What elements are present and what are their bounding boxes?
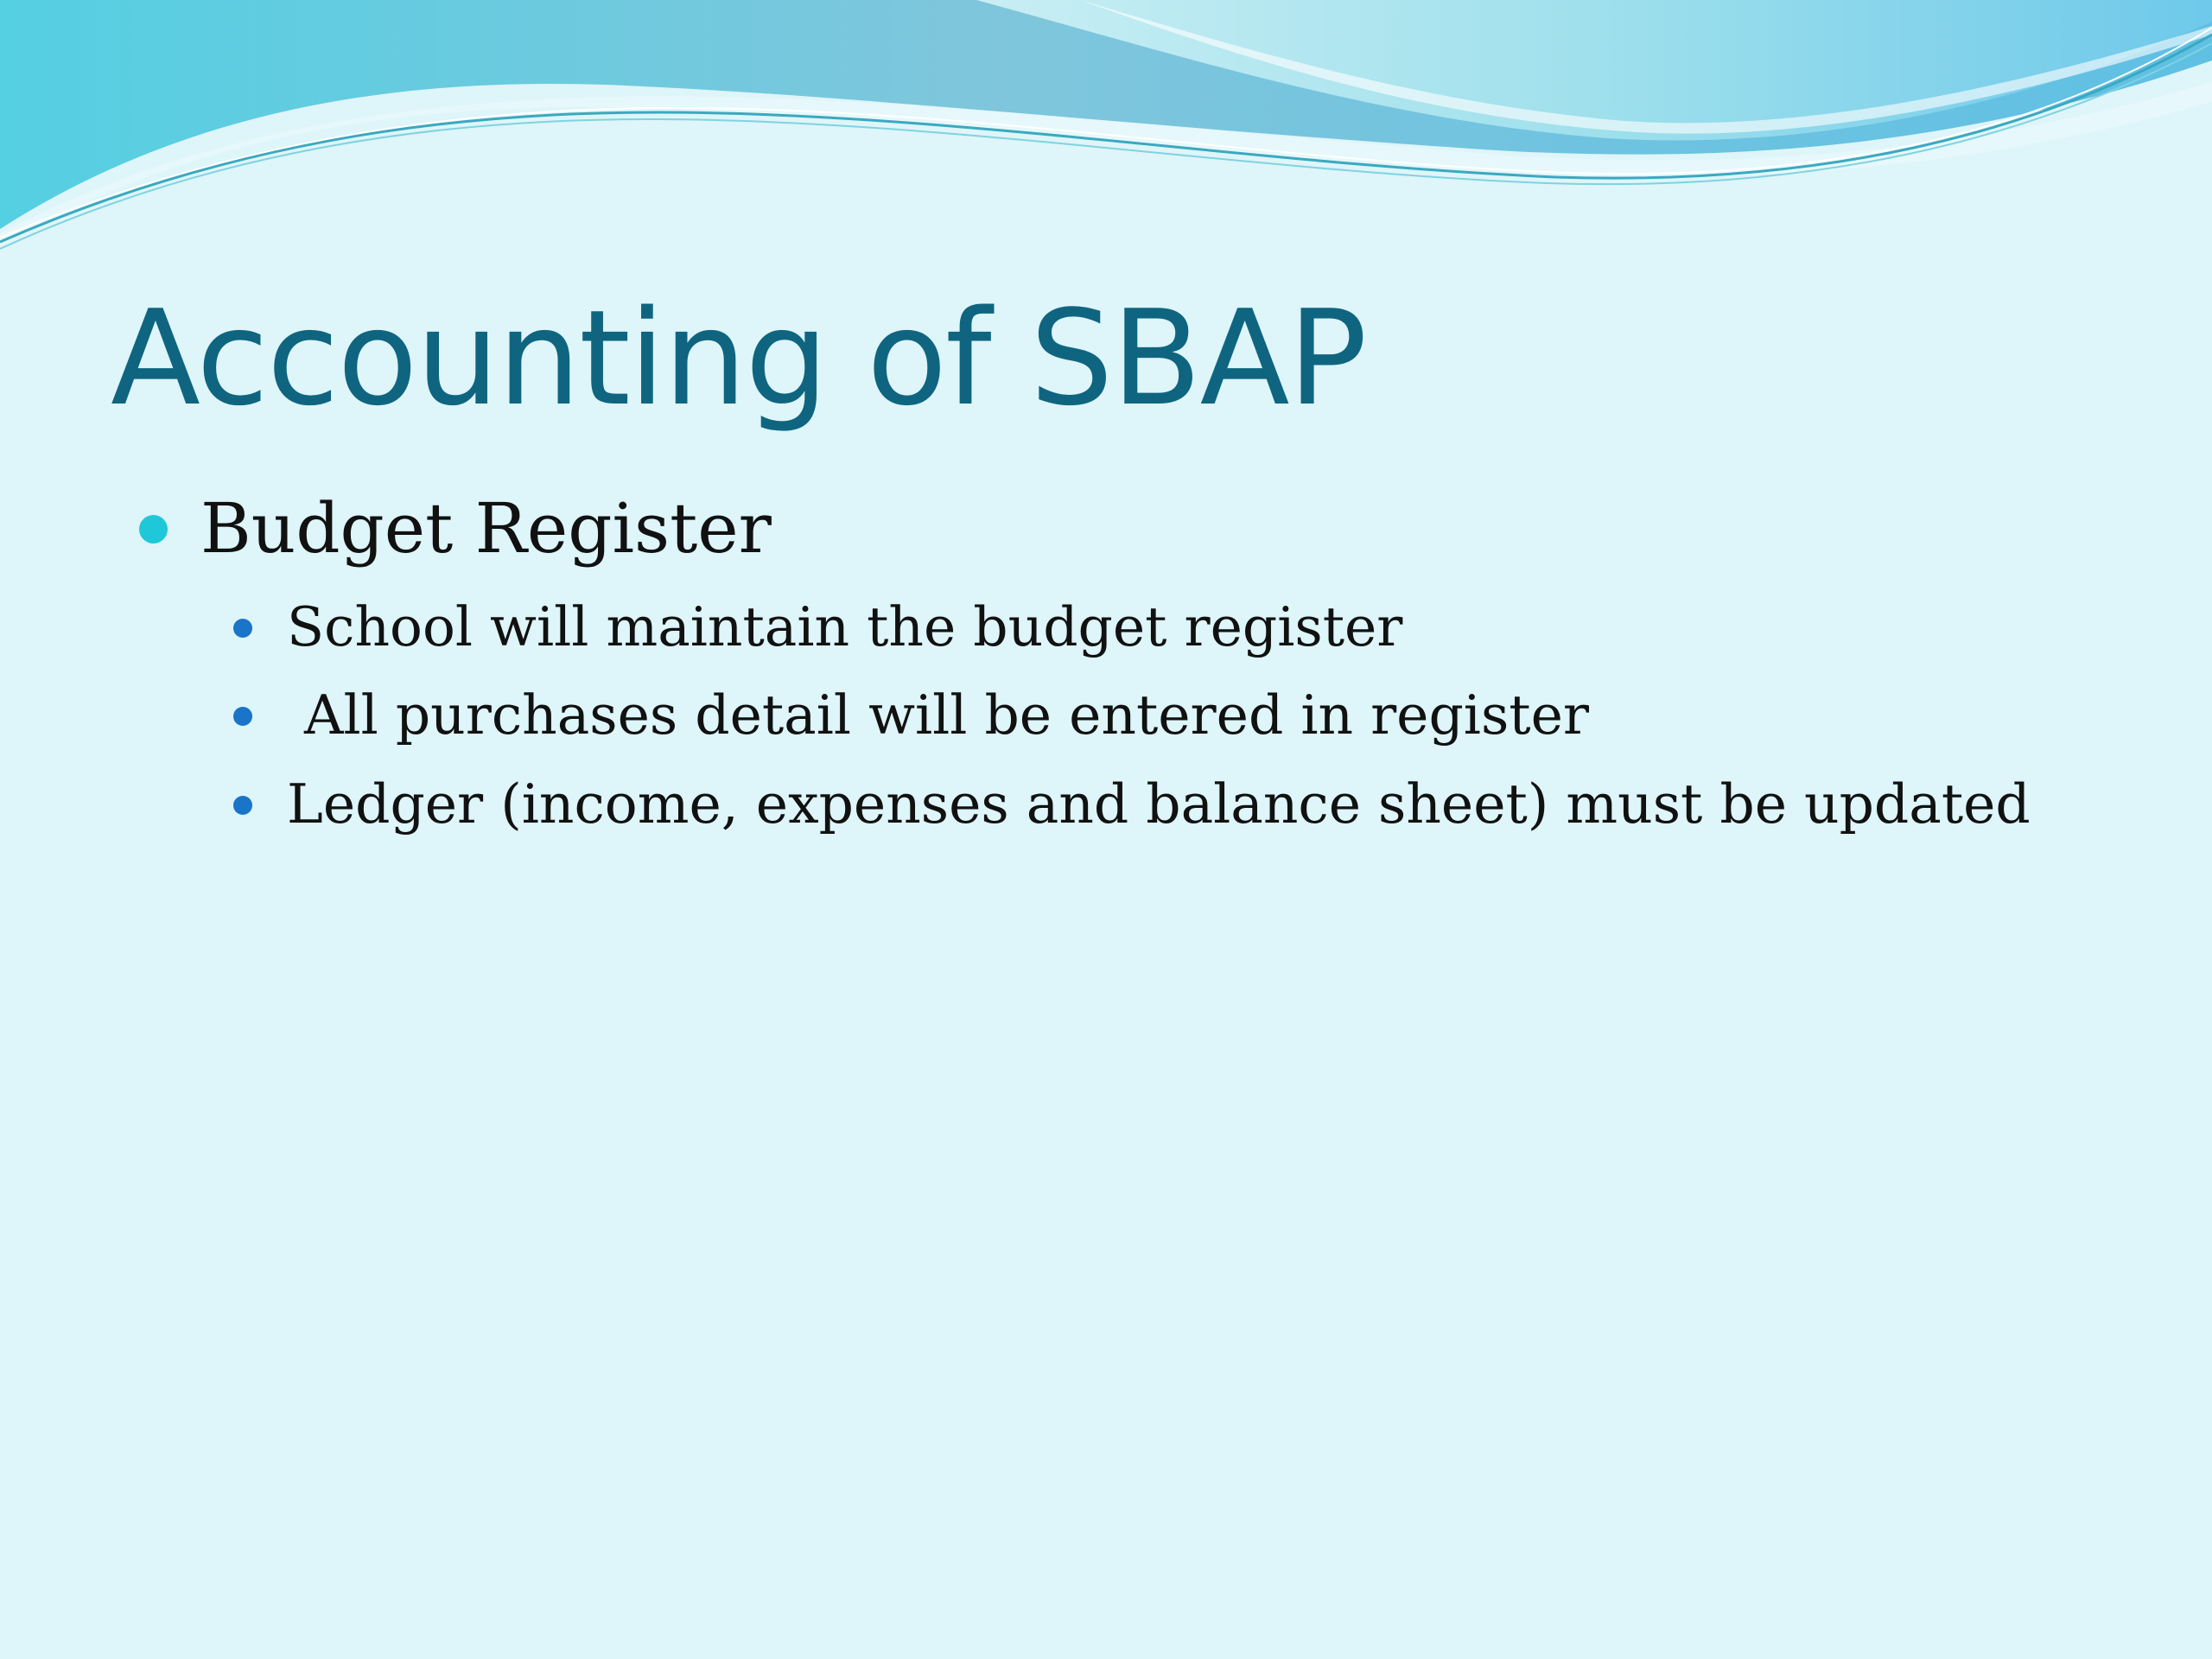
sub-bullet-dot-icon: [233, 619, 252, 638]
slide-title: Accounting of SBAP: [111, 282, 1366, 435]
bullet-dot-icon: [139, 515, 168, 543]
sub-bullet-dot-icon: [233, 796, 252, 815]
sub-bullet-item: School will maintain the budget register: [287, 595, 1403, 658]
decorative-wave-header: [0, 0, 2212, 276]
bullet-budget-register: Budget Register: [200, 488, 772, 569]
sub-bullet-item: All purchases detail will be entered in register: [287, 683, 1589, 747]
sub-bullet-item: Ledger (income, expenses and balance sheet) must be updated: [287, 772, 2031, 836]
sub-bullet-dot-icon: [233, 707, 252, 726]
